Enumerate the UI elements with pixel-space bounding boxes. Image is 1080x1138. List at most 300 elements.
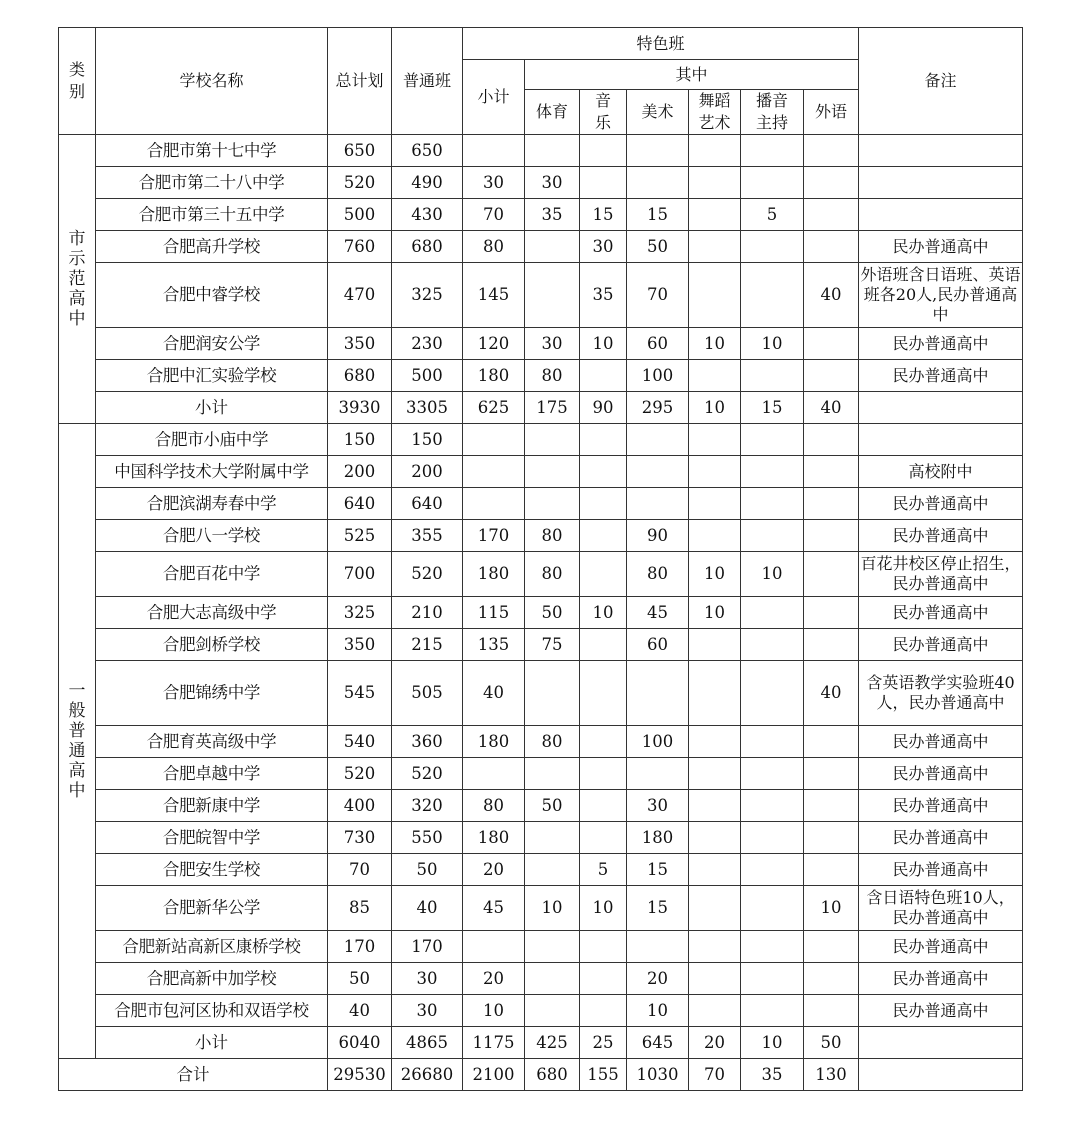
remarks-cell: 民办普通高中	[859, 629, 1023, 661]
dance-cell	[689, 167, 741, 199]
music-cell	[580, 488, 627, 520]
subtotal-label: 小计	[96, 1027, 328, 1059]
special-subtotal-cell: 145	[463, 263, 525, 328]
header-regular-class: 普通班	[392, 28, 463, 135]
table-row	[59, 135, 1023, 167]
subtotal-row	[59, 1027, 1023, 1059]
school-name-cell: 合肥高新中加学校	[96, 963, 328, 995]
broadcast-cell	[741, 135, 804, 167]
special-subtotal-cell: 20	[463, 963, 525, 995]
table-row	[59, 822, 1023, 854]
foreign-language-cell: 40	[804, 263, 859, 328]
sports-cell	[525, 263, 580, 328]
regular-class-cell: 500	[392, 360, 463, 392]
sports-cell	[525, 488, 580, 520]
foreign-language-cell	[804, 167, 859, 199]
school-name-cell: 合肥中睿学校	[96, 263, 328, 328]
table-row	[59, 328, 1023, 360]
broadcast-cell: 10	[741, 328, 804, 360]
sports-cell: 30	[525, 328, 580, 360]
special-subtotal-cell	[463, 456, 525, 488]
subtotal-art-cell: 295	[627, 392, 689, 424]
art-cell: 60	[627, 328, 689, 360]
remarks-cell: 民办普通高中	[859, 726, 1023, 758]
art-cell: 45	[627, 597, 689, 629]
remarks-cell	[859, 199, 1023, 231]
foreign-language-cell	[804, 552, 859, 597]
art-cell: 30	[627, 790, 689, 822]
art-cell: 15	[627, 886, 689, 931]
table-row	[59, 167, 1023, 199]
header-dance: 舞蹈艺术	[689, 90, 741, 135]
grand-total-art-cell: 1030	[627, 1059, 689, 1091]
school-name-cell: 合肥市第十七中学	[96, 135, 328, 167]
subtotal-dance-cell: 20	[689, 1027, 741, 1059]
sports-cell: 35	[525, 199, 580, 231]
regular-class-cell: 230	[392, 328, 463, 360]
regular-class-cell: 170	[392, 931, 463, 963]
grand-total-total-plan-cell: 29530	[328, 1059, 392, 1091]
subtotal-regular-class-cell: 4865	[392, 1027, 463, 1059]
header-art: 美术	[627, 90, 689, 135]
dance-cell	[689, 629, 741, 661]
foreign-language-cell	[804, 231, 859, 263]
special-subtotal-cell: 80	[463, 790, 525, 822]
foreign-language-cell	[804, 822, 859, 854]
school-name-cell: 合肥安生学校	[96, 854, 328, 886]
music-cell	[580, 552, 627, 597]
header-special-class: 特色班	[463, 28, 859, 60]
sports-cell	[525, 424, 580, 456]
table-row	[59, 488, 1023, 520]
music-cell: 10	[580, 328, 627, 360]
art-cell: 15	[627, 854, 689, 886]
regular-class-cell: 30	[392, 995, 463, 1027]
regular-class-cell: 30	[392, 963, 463, 995]
grand-total-music-cell: 155	[580, 1059, 627, 1091]
dance-cell	[689, 231, 741, 263]
subtotal-total-plan-cell: 6040	[328, 1027, 392, 1059]
header-sports: 体育	[525, 90, 580, 135]
school-name-cell: 合肥市第三十五中学	[96, 199, 328, 231]
special-subtotal-cell: 180	[463, 552, 525, 597]
remarks-cell: 民办普通高中	[859, 360, 1023, 392]
grand-total-special-subtotal-cell: 2100	[463, 1059, 525, 1091]
regular-class-cell: 640	[392, 488, 463, 520]
music-cell	[580, 790, 627, 822]
table-row	[59, 629, 1023, 661]
total-plan-cell: 640	[328, 488, 392, 520]
remarks-cell: 民办普通高中	[859, 931, 1023, 963]
table-row	[59, 231, 1023, 263]
special-subtotal-cell: 115	[463, 597, 525, 629]
remarks-cell: 民办普通高中	[859, 995, 1023, 1027]
regular-class-cell: 200	[392, 456, 463, 488]
special-subtotal-cell: 170	[463, 520, 525, 552]
dance-cell	[689, 963, 741, 995]
grand-total-dance-cell: 70	[689, 1059, 741, 1091]
broadcast-cell	[741, 456, 804, 488]
broadcast-cell	[741, 963, 804, 995]
total-plan-cell: 150	[328, 424, 392, 456]
school-name-cell: 合肥剑桥学校	[96, 629, 328, 661]
header-foreign-language: 外语	[804, 90, 859, 135]
broadcast-cell: 5	[741, 199, 804, 231]
table-body	[59, 135, 1023, 1091]
grand-total-broadcast-cell: 35	[741, 1059, 804, 1091]
school-name-cell: 合肥市包河区协和双语学校	[96, 995, 328, 1027]
sports-cell: 80	[525, 520, 580, 552]
school-name-cell: 合肥新华公学	[96, 886, 328, 931]
table-row	[59, 995, 1023, 1027]
broadcast-cell	[741, 854, 804, 886]
remarks-cell: 民办普通高中	[859, 790, 1023, 822]
dance-cell	[689, 758, 741, 790]
music-cell	[580, 456, 627, 488]
remarks-cell	[859, 424, 1023, 456]
table-row	[59, 758, 1023, 790]
foreign-language-cell	[804, 790, 859, 822]
broadcast-cell	[741, 822, 804, 854]
total-plan-cell: 170	[328, 931, 392, 963]
sports-cell	[525, 963, 580, 995]
total-plan-cell: 400	[328, 790, 392, 822]
regular-class-cell: 550	[392, 822, 463, 854]
school-name-cell: 合肥滨湖寿春中学	[96, 488, 328, 520]
foreign-language-cell	[804, 597, 859, 629]
regular-class-cell: 650	[392, 135, 463, 167]
grand-total-regular-class-cell: 26680	[392, 1059, 463, 1091]
music-cell: 5	[580, 854, 627, 886]
special-subtotal-cell: 135	[463, 629, 525, 661]
subtotal-dance-cell: 10	[689, 392, 741, 424]
special-subtotal-cell: 70	[463, 199, 525, 231]
subtotal-music-cell: 90	[580, 392, 627, 424]
special-subtotal-cell: 180	[463, 822, 525, 854]
art-cell: 70	[627, 263, 689, 328]
music-cell	[580, 995, 627, 1027]
school-name-cell: 合肥锦绣中学	[96, 661, 328, 726]
regular-class-cell: 520	[392, 552, 463, 597]
remarks-cell: 民办普通高中	[859, 488, 1023, 520]
broadcast-cell	[741, 661, 804, 726]
art-cell	[627, 931, 689, 963]
broadcast-cell	[741, 886, 804, 931]
regular-class-cell: 50	[392, 854, 463, 886]
total-plan-cell: 350	[328, 629, 392, 661]
sports-cell	[525, 456, 580, 488]
sports-cell	[525, 758, 580, 790]
grand-total-remarks-cell	[859, 1059, 1023, 1091]
table-row	[59, 552, 1023, 597]
special-subtotal-cell: 180	[463, 360, 525, 392]
total-plan-cell: 70	[328, 854, 392, 886]
header-broadcast: 播音主持	[741, 90, 804, 135]
dance-cell	[689, 488, 741, 520]
art-cell: 80	[627, 552, 689, 597]
regular-class-cell: 150	[392, 424, 463, 456]
music-cell: 35	[580, 263, 627, 328]
school-name-cell: 合肥大志高级中学	[96, 597, 328, 629]
school-name-cell: 合肥八一学校	[96, 520, 328, 552]
school-name-cell: 合肥市小庙中学	[96, 424, 328, 456]
sports-cell	[525, 854, 580, 886]
subtotal-special-subtotal-cell: 625	[463, 392, 525, 424]
special-subtotal-cell: 20	[463, 854, 525, 886]
special-subtotal-cell: 120	[463, 328, 525, 360]
category-cell: 市示范高中	[59, 135, 96, 424]
sports-cell: 30	[525, 167, 580, 199]
dance-cell: 10	[689, 597, 741, 629]
art-cell	[627, 661, 689, 726]
special-subtotal-cell: 80	[463, 231, 525, 263]
sports-cell	[525, 661, 580, 726]
subtotal-broadcast-cell: 15	[741, 392, 804, 424]
school-name-cell: 合肥高升学校	[96, 231, 328, 263]
school-name-cell: 合肥中汇实验学校	[96, 360, 328, 392]
dance-cell: 10	[689, 328, 741, 360]
music-cell	[580, 135, 627, 167]
subtotal-regular-class-cell: 3305	[392, 392, 463, 424]
table-row	[59, 456, 1023, 488]
total-plan-cell: 200	[328, 456, 392, 488]
school-name-cell: 中国科学技术大学附属中学	[96, 456, 328, 488]
category-cell: 一般普通高中	[59, 424, 96, 1059]
table-row	[59, 520, 1023, 552]
dance-cell: 10	[689, 552, 741, 597]
special-subtotal-cell	[463, 135, 525, 167]
music-cell	[580, 822, 627, 854]
broadcast-cell	[741, 488, 804, 520]
subtotal-special-subtotal-cell: 1175	[463, 1027, 525, 1059]
foreign-language-cell	[804, 135, 859, 167]
grand-total-foreign-language-cell: 130	[804, 1059, 859, 1091]
table-row	[59, 263, 1023, 328]
art-cell	[627, 167, 689, 199]
subtotal-foreign-language-cell: 50	[804, 1027, 859, 1059]
school-name-cell: 合肥润安公学	[96, 328, 328, 360]
foreign-language-cell	[804, 424, 859, 456]
regular-class-cell: 520	[392, 758, 463, 790]
grand-total-label: 合计	[59, 1059, 328, 1091]
regular-class-cell: 210	[392, 597, 463, 629]
subtotal-music-cell: 25	[580, 1027, 627, 1059]
broadcast-cell	[741, 263, 804, 328]
remarks-cell: 民办普通高中	[859, 822, 1023, 854]
music-cell	[580, 726, 627, 758]
regular-class-cell: 355	[392, 520, 463, 552]
subtotal-art-cell: 645	[627, 1027, 689, 1059]
broadcast-cell	[741, 424, 804, 456]
sports-cell: 80	[525, 726, 580, 758]
table-row	[59, 726, 1023, 758]
subtotal-total-plan-cell: 3930	[328, 392, 392, 424]
broadcast-cell	[741, 931, 804, 963]
school-name-cell: 合肥百花中学	[96, 552, 328, 597]
special-subtotal-cell: 10	[463, 995, 525, 1027]
table-row	[59, 597, 1023, 629]
foreign-language-cell: 10	[804, 886, 859, 931]
special-subtotal-cell: 45	[463, 886, 525, 931]
total-plan-cell: 500	[328, 199, 392, 231]
table-row	[59, 931, 1023, 963]
remarks-cell: 民办普通高中	[859, 963, 1023, 995]
dance-cell	[689, 456, 741, 488]
sports-cell	[525, 931, 580, 963]
remarks-cell: 外语班含日语班、英语班各20人,民办普通高中	[859, 263, 1023, 328]
special-subtotal-cell	[463, 758, 525, 790]
dance-cell	[689, 931, 741, 963]
art-cell: 50	[627, 231, 689, 263]
foreign-language-cell	[804, 456, 859, 488]
remarks-cell: 民办普通高中	[859, 597, 1023, 629]
broadcast-cell	[741, 520, 804, 552]
foreign-language-cell	[804, 758, 859, 790]
music-cell: 15	[580, 199, 627, 231]
special-subtotal-cell	[463, 488, 525, 520]
dance-cell	[689, 263, 741, 328]
remarks-cell: 含英语教学实验班40人，民办普通高中	[859, 661, 1023, 726]
foreign-language-cell	[804, 995, 859, 1027]
broadcast-cell	[741, 758, 804, 790]
remarks-cell: 高校附中	[859, 456, 1023, 488]
sports-cell	[525, 995, 580, 1027]
music-cell	[580, 629, 627, 661]
subtotal-broadcast-cell: 10	[741, 1027, 804, 1059]
sports-cell	[525, 822, 580, 854]
music-cell: 10	[580, 597, 627, 629]
total-plan-cell: 525	[328, 520, 392, 552]
remarks-cell: 民办普通高中	[859, 520, 1023, 552]
broadcast-cell	[741, 167, 804, 199]
header-school-name: 学校名称	[96, 28, 328, 135]
total-plan-cell: 350	[328, 328, 392, 360]
table-row	[59, 790, 1023, 822]
school-name-cell: 合肥皖智中学	[96, 822, 328, 854]
foreign-language-cell	[804, 629, 859, 661]
remarks-cell: 民办普通高中	[859, 854, 1023, 886]
enrollment-plan-table	[58, 27, 1023, 1091]
dance-cell	[689, 520, 741, 552]
regular-class-cell: 490	[392, 167, 463, 199]
dance-cell	[689, 822, 741, 854]
regular-class-cell: 215	[392, 629, 463, 661]
foreign-language-cell	[804, 726, 859, 758]
foreign-language-cell	[804, 488, 859, 520]
regular-class-cell: 680	[392, 231, 463, 263]
music-cell	[580, 360, 627, 392]
subtotal-row	[59, 392, 1023, 424]
broadcast-cell	[741, 360, 804, 392]
regular-class-cell: 360	[392, 726, 463, 758]
total-plan-cell: 540	[328, 726, 392, 758]
art-cell: 90	[627, 520, 689, 552]
sports-cell: 10	[525, 886, 580, 931]
music-cell: 10	[580, 886, 627, 931]
header-among: 其中	[525, 60, 859, 90]
dance-cell	[689, 726, 741, 758]
table-header	[59, 28, 1023, 135]
art-cell	[627, 758, 689, 790]
art-cell	[627, 488, 689, 520]
school-name-cell: 合肥新康中学	[96, 790, 328, 822]
broadcast-cell: 10	[741, 552, 804, 597]
total-plan-cell: 545	[328, 661, 392, 726]
sports-cell	[525, 231, 580, 263]
art-cell	[627, 456, 689, 488]
school-name-cell: 合肥育英高级中学	[96, 726, 328, 758]
regular-class-cell: 430	[392, 199, 463, 231]
total-plan-cell: 700	[328, 552, 392, 597]
dance-cell	[689, 360, 741, 392]
foreign-language-cell: 40	[804, 661, 859, 726]
school-name-cell: 合肥新站高新区康桥学校	[96, 931, 328, 963]
table-row	[59, 661, 1023, 726]
remarks-cell: 民办普通高中	[859, 758, 1023, 790]
header-total-plan: 总计划	[328, 28, 392, 135]
school-name-cell: 合肥市第二十八中学	[96, 167, 328, 199]
dance-cell	[689, 886, 741, 931]
total-plan-cell: 85	[328, 886, 392, 931]
foreign-language-cell	[804, 360, 859, 392]
dance-cell	[689, 135, 741, 167]
dance-cell	[689, 199, 741, 231]
regular-class-cell: 40	[392, 886, 463, 931]
music-cell	[580, 424, 627, 456]
subtotal-sports-cell: 425	[525, 1027, 580, 1059]
regular-class-cell: 325	[392, 263, 463, 328]
subtotal-remarks-cell	[859, 1027, 1023, 1059]
table-row	[59, 199, 1023, 231]
art-cell: 15	[627, 199, 689, 231]
header-special-subtotal: 小计	[463, 60, 525, 135]
table-row	[59, 886, 1023, 931]
special-subtotal-cell	[463, 424, 525, 456]
special-subtotal-cell	[463, 931, 525, 963]
broadcast-cell	[741, 597, 804, 629]
remarks-cell	[859, 135, 1023, 167]
art-cell	[627, 135, 689, 167]
total-plan-cell: 40	[328, 995, 392, 1027]
broadcast-cell	[741, 231, 804, 263]
art-cell: 10	[627, 995, 689, 1027]
table-row	[59, 963, 1023, 995]
table-row	[59, 360, 1023, 392]
dance-cell	[689, 661, 741, 726]
special-subtotal-cell: 180	[463, 726, 525, 758]
regular-class-cell: 505	[392, 661, 463, 726]
subtotal-remarks-cell	[859, 392, 1023, 424]
total-plan-cell: 730	[328, 822, 392, 854]
total-plan-cell: 520	[328, 167, 392, 199]
school-name-cell: 合肥卓越中学	[96, 758, 328, 790]
foreign-language-cell	[804, 963, 859, 995]
table-row	[59, 854, 1023, 886]
broadcast-cell	[741, 995, 804, 1027]
music-cell	[580, 520, 627, 552]
remarks-cell: 民办普通高中	[859, 231, 1023, 263]
header-music: 音乐	[580, 90, 627, 135]
broadcast-cell	[741, 629, 804, 661]
special-subtotal-cell: 30	[463, 167, 525, 199]
sports-cell: 80	[525, 360, 580, 392]
art-cell: 20	[627, 963, 689, 995]
total-plan-cell: 470	[328, 263, 392, 328]
sports-cell: 75	[525, 629, 580, 661]
art-cell: 100	[627, 726, 689, 758]
subtotal-foreign-language-cell: 40	[804, 392, 859, 424]
remarks-cell: 百花井校区停止招生，民办普通高中	[859, 552, 1023, 597]
